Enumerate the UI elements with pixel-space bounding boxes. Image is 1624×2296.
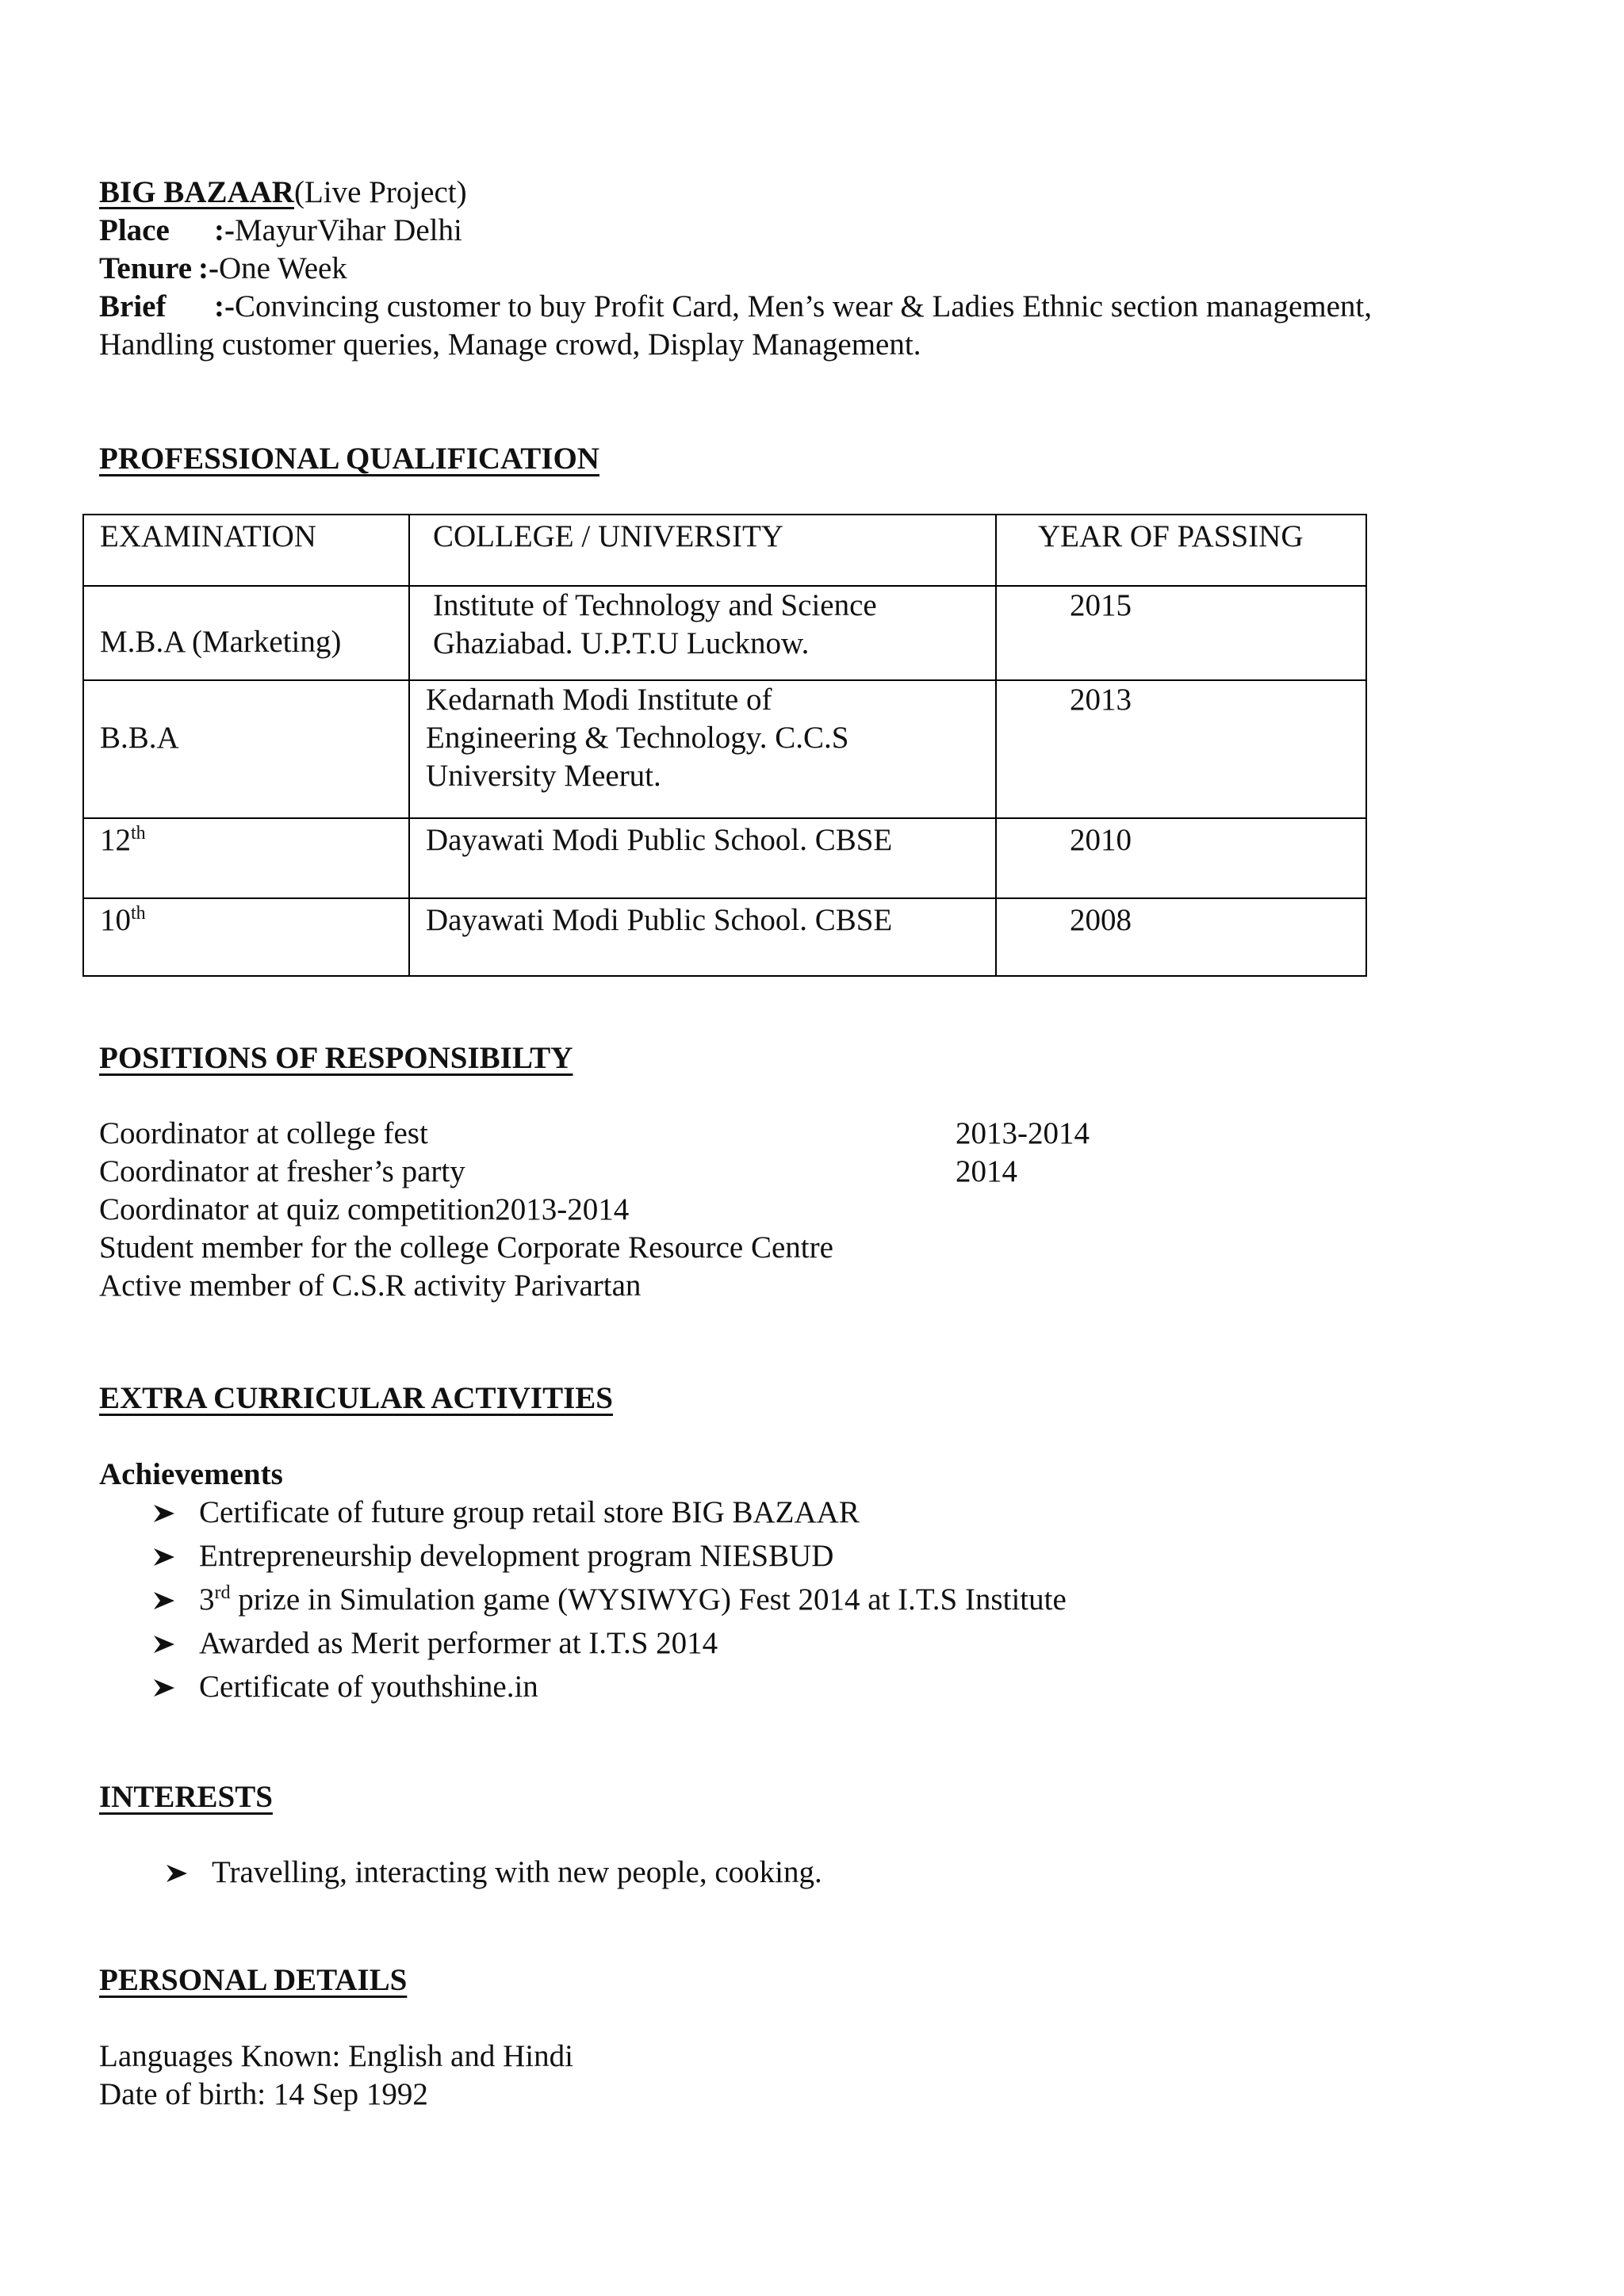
achievement-text: Awarded as Merit performer at I.T.S 2014 [199, 1626, 718, 1660]
header-examination: EXAMINATION [100, 519, 316, 553]
achievements-subheading: Achievements [99, 1457, 283, 1491]
exam-cell [100, 821, 146, 859]
personal-heading: PERSONAL DETAILS [99, 1963, 408, 1997]
achievement-text: Entrepreneurship development program NIESBUD [199, 1539, 834, 1573]
table-header-row [83, 515, 1366, 586]
arrowhead-bullet-icon [154, 1679, 174, 1697]
qualification-heading: PROFESSIONAL QUALIFICATION [99, 442, 599, 476]
table-row [83, 898, 1366, 976]
interest-text: Travelling, interacting with new people, cooking. [212, 1855, 822, 1889]
brief-label: Brief [99, 289, 167, 323]
prize-text: prize in Simulation game (WYSIWYG) Fest 2014 at I.T.S Institute [230, 1582, 1067, 1617]
achievement-text: Certificate of youthshine.in [199, 1670, 538, 1704]
table-row [83, 680, 1366, 818]
year-cell: 2008 [1070, 903, 1132, 937]
position-item: Coordinator at quiz competition2013-2014 [99, 1192, 630, 1226]
positions-heading: POSITIONS OF RESPONSIBILTY [99, 1041, 573, 1075]
exam-suffix: th [131, 823, 146, 844]
project-tenure-line [99, 250, 347, 288]
project-tag: (Live Project) [293, 175, 467, 209]
position-item: Coordinator at college fest [99, 1116, 428, 1150]
project-title-line [99, 174, 467, 212]
college-cell-line: University Meerut. [426, 759, 661, 793]
project-place-line [99, 212, 462, 250]
college-cell-line: Ghaziabad. U.P.T.U Lucknow. [433, 626, 810, 660]
place-label: Place [99, 213, 170, 247]
position-item: Active member of C.S.R activity Parivartan [99, 1269, 642, 1303]
exam-suffix: th [131, 903, 146, 924]
college-cell-line: Dayawati Modi Public School. CBSE [426, 903, 893, 937]
exam-cell [100, 901, 146, 939]
year-cell: 2013 [1070, 683, 1132, 717]
table-row [83, 586, 1366, 680]
qualification-table [82, 514, 1367, 977]
exam-cell: B.B.A [100, 721, 179, 755]
table-row [83, 818, 1366, 898]
position-year: 2013-2014 [956, 1116, 1090, 1150]
exam-number: 10 [100, 903, 131, 937]
college-cell-line: Engineering & Technology. C.C.S [426, 721, 849, 755]
tenure-label: Tenure [99, 251, 193, 285]
position-year: 2014 [956, 1154, 1017, 1188]
place-sep: :- [214, 213, 235, 247]
year-cell: 2015 [1070, 588, 1132, 622]
college-cell-line: Institute of Technology and Science [433, 588, 877, 622]
arrowhead-bullet-icon [154, 1505, 174, 1522]
exam-number: 12 [100, 823, 131, 857]
brief-sep: :- [214, 289, 235, 323]
header-college: COLLEGE / UNIVERSITY [433, 519, 783, 553]
tenure-sep: :- [198, 251, 219, 285]
year-cell: 2010 [1070, 823, 1132, 857]
college-cell-line: Kedarnath Modi Institute of [426, 683, 772, 717]
achievement-text: Certificate of future group retail store BIG BAZAAR [199, 1495, 860, 1529]
date-of-birth: Date of birth: 14 Sep 1992 [99, 2077, 428, 2111]
project-name: BIG BAZAAR [99, 175, 294, 209]
project-brief-line [99, 288, 1372, 326]
place-value: MayurVihar Delhi [234, 213, 462, 247]
achievement-text [199, 1581, 1067, 1619]
position-item: Coordinator at fresher’s party [99, 1154, 465, 1188]
extra-heading: EXTRA CURRICULAR ACTIVITIES [99, 1381, 613, 1415]
prize-rank: 3 [199, 1582, 215, 1617]
tenure-value: One Week [218, 251, 347, 285]
prize-rank-suffix: rd [214, 1582, 231, 1603]
header-year: YEAR OF PASSING [1038, 519, 1304, 553]
exam-cell: M.B.A (Marketing) [100, 625, 342, 659]
arrowhead-bullet-icon [154, 1548, 174, 1566]
brief-text-1: Convincing customer to buy Profit Card, Men’s wear & Ladies Ethnic section management, [234, 289, 1372, 323]
arrowhead-bullet-icon [154, 1636, 174, 1653]
arrowhead-bullet-icon [154, 1592, 174, 1609]
brief-text-2: Handling customer queries, Manage crowd, Display Management. [99, 327, 921, 362]
interests-heading: INTERESTS [99, 1780, 273, 1814]
arrowhead-bullet-icon [167, 1865, 187, 1882]
languages-known: Languages Known: English and Hindi [99, 2039, 573, 2073]
position-item: Student member for the college Corporate Resource Centre [99, 1230, 833, 1265]
college-cell-line: Dayawati Modi Public School. CBSE [426, 823, 893, 857]
